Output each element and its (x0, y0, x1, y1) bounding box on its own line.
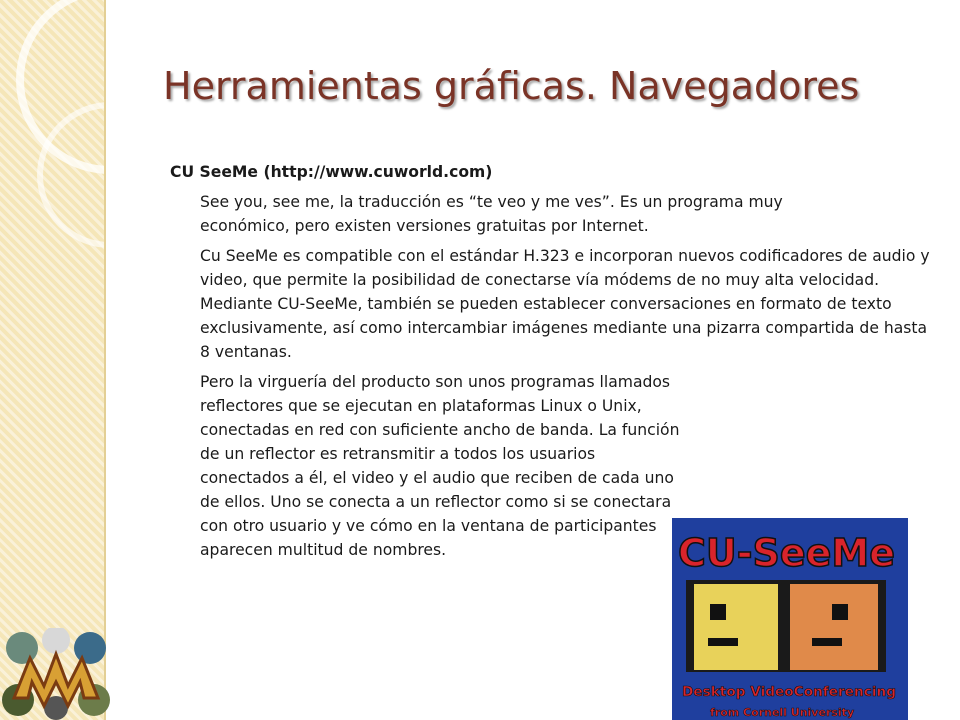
magic-logo-icon (0, 628, 112, 720)
section-subheading: CU SeeMe (http://www.cuworld.com) (170, 163, 493, 181)
paragraph-intro: See you, see me, la traducción es “te veo y me ves”. Es un programa muy económico, pero existen versiones gratuitas por Internet. (200, 193, 783, 235)
image-caption-line2: from Cornell University (710, 706, 855, 719)
paragraph-reflectors: Pero la virguería del producto son unos programas llamados reflectores que se ejecutan en plataformas Linux o Unix, conectadas en red con suficiente ancho de banda. La función de un reflector es retransmitir a todos los usuarios conectados a él, el video y el audio que reciben de cada uno de ellos. Uno se conecta a un reflector como si se conectara con otro usuario y ve cómo en la ventana de participantes aparecen multitud de nombres. (200, 373, 680, 559)
cu-seeme-logo-text: CU-SeeMe (678, 531, 896, 575)
slide-title: Herramientas gráficas. Navegadores (163, 64, 860, 108)
decorative-circles (0, 0, 104, 720)
decorative-sidebar (0, 0, 106, 720)
slide-content (170, 160, 930, 568)
cu-seeme-image (672, 518, 908, 720)
paragraph-compatibility: Cu SeeMe es compatible con el estándar H.323 e incorporan nuevos codificadores de audio y video, que permite la posibilidad de conectarse vía módems de no muy alta velocidad. Mediante CU-SeeMe, también se pueden establecer conversaciones en formato de texto exclusivamente, así como intercambiar imágenes mediante una pizarra compartida de hasta 8 ventanas. (200, 247, 930, 361)
image-caption-line1: Desktop VideoConferencing (682, 685, 896, 700)
